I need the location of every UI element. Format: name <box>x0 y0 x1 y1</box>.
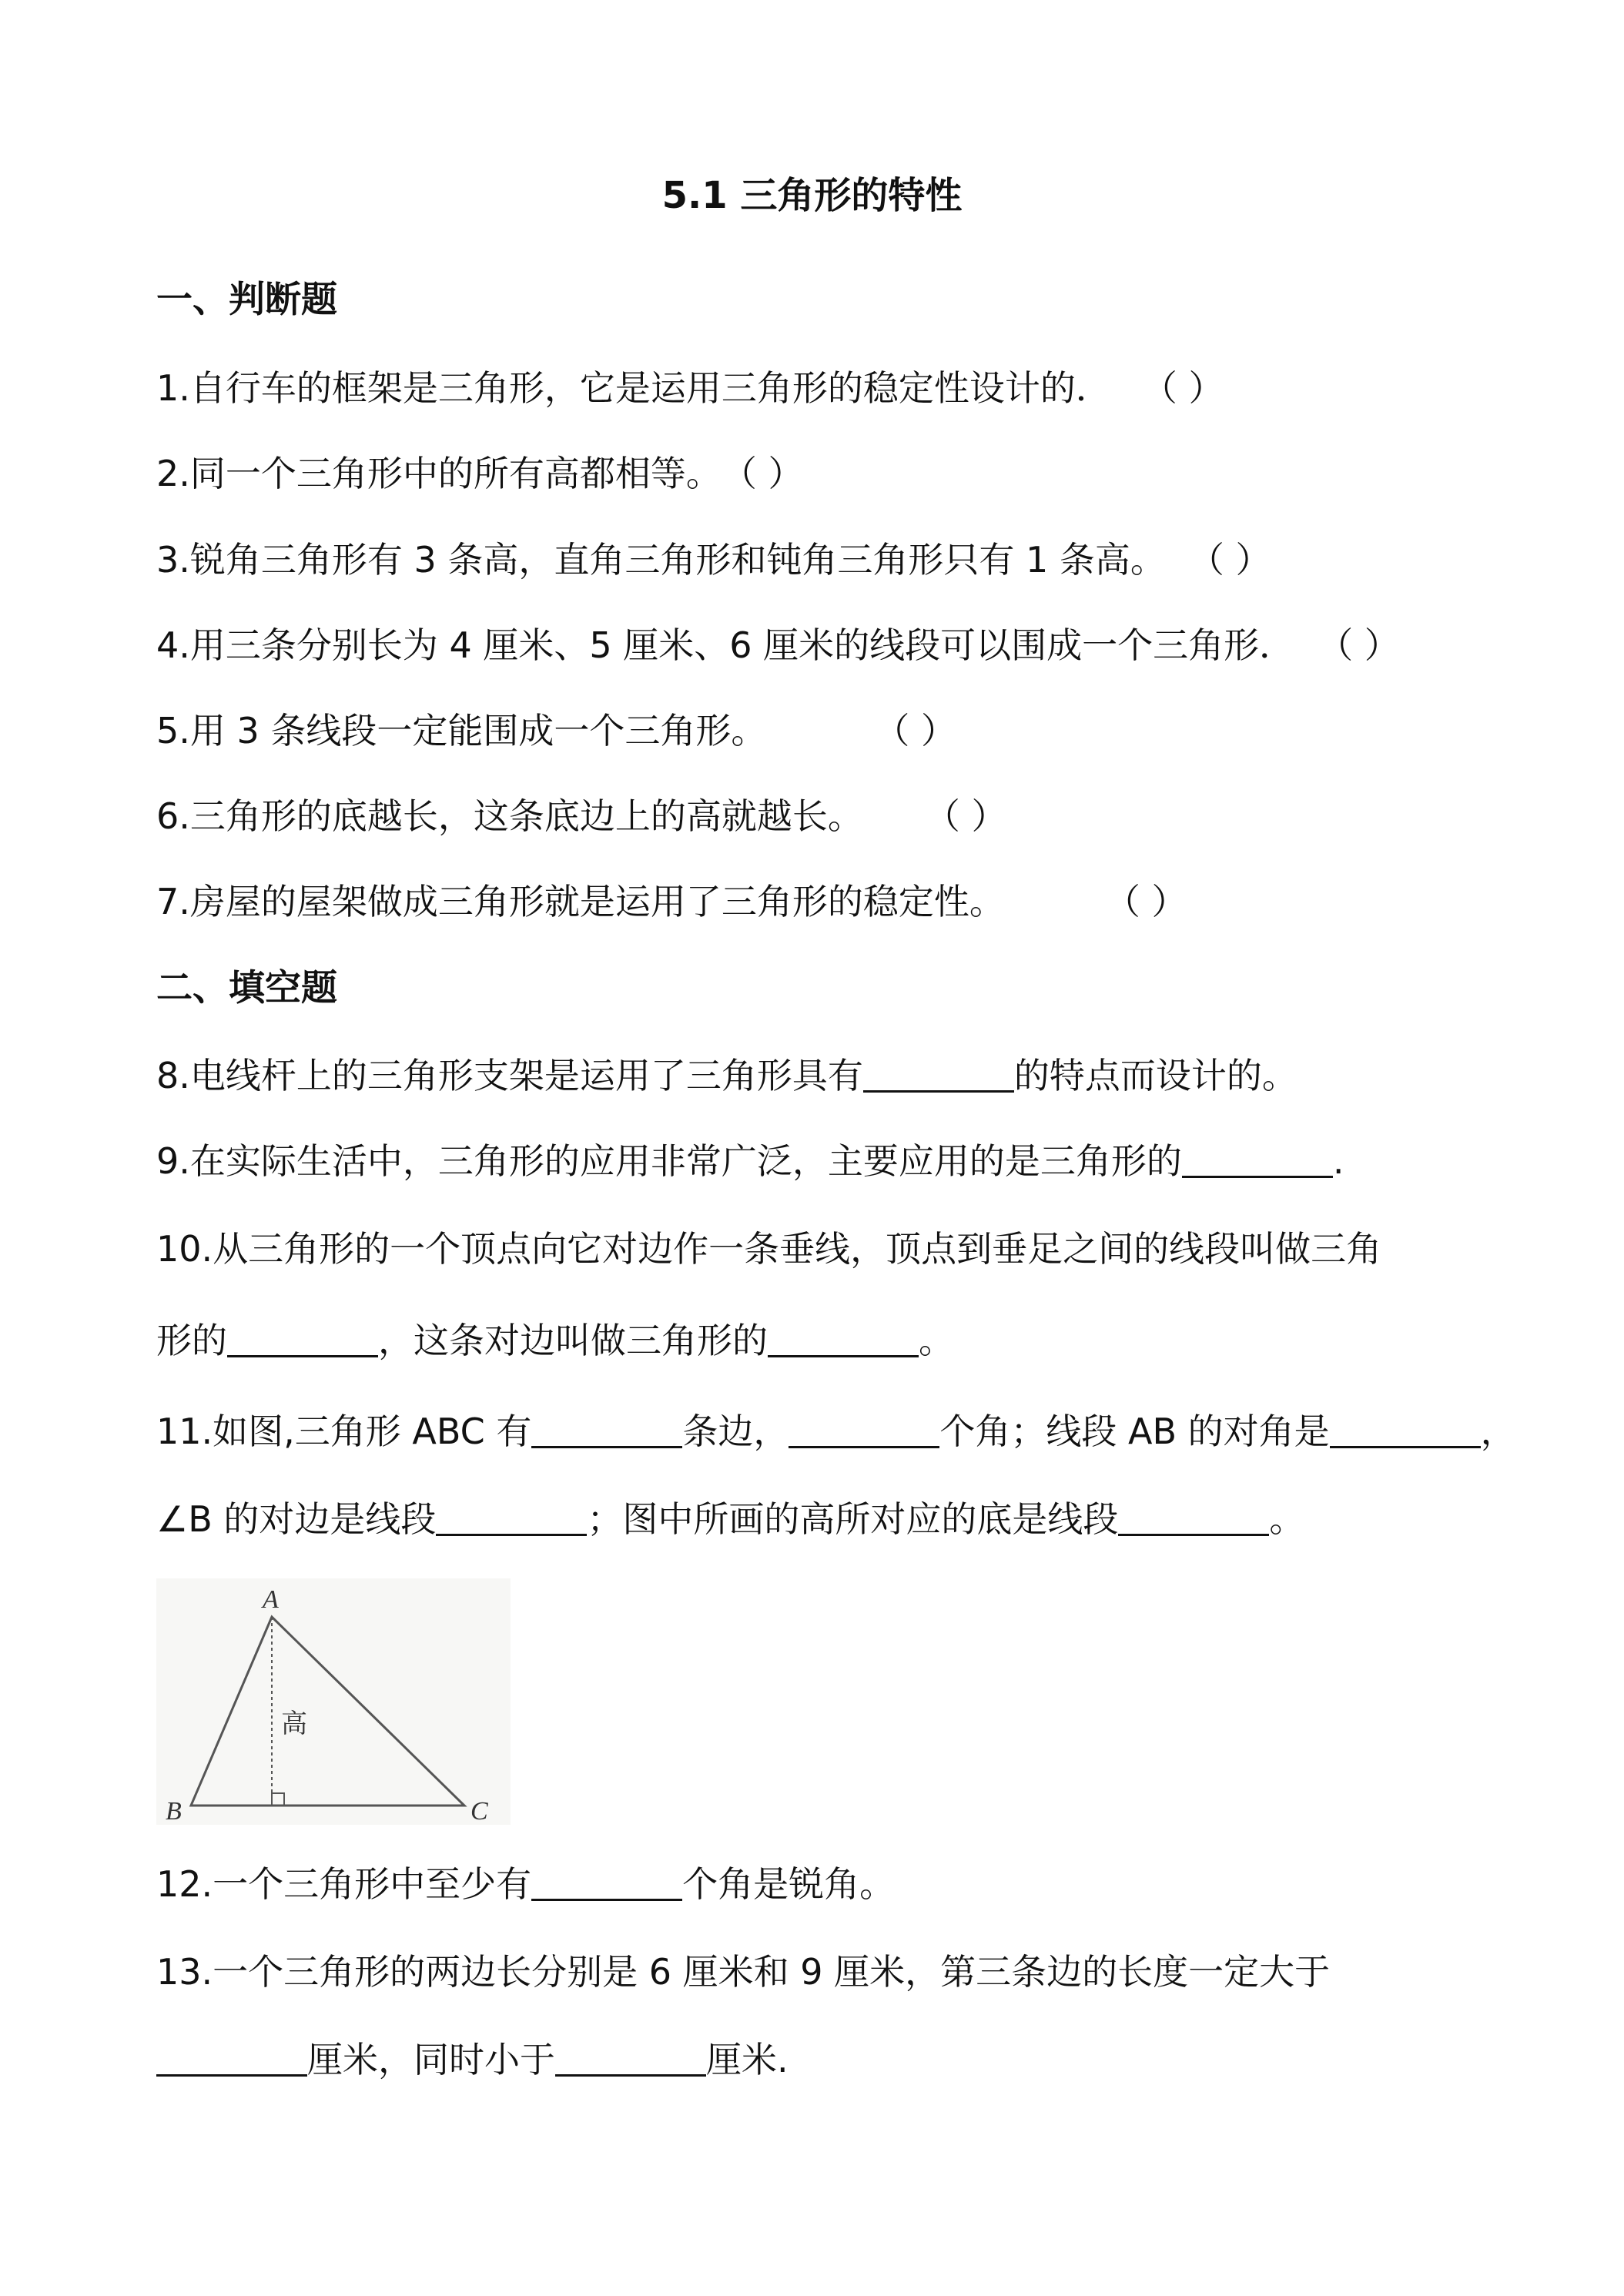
question-8 <box>156 1053 1298 1099</box>
question-text: ∠B 的对边是线段 <box>156 1498 437 1540</box>
vertex-label-a: A <box>263 1585 279 1614</box>
question-text: 。 <box>1269 1498 1305 1540</box>
triangle-figure <box>156 1578 511 1825</box>
answer-blank[interactable] <box>436 1500 587 1536</box>
figure-background <box>156 1578 511 1825</box>
question-text: 8.电线杆上的三角形支架是运用了三角形具有 <box>156 1055 863 1096</box>
vertex-label-b: B <box>166 1797 182 1825</box>
question-13-line-1: 13.一个三角形的两边长分别是 6 厘米和 9 厘米，第三条边的长度一定大于 <box>156 1951 1331 1993</box>
question-11-line-2 <box>156 1496 1304 1542</box>
question-4 <box>156 622 1400 668</box>
answer-blank[interactable] <box>1118 1500 1269 1536</box>
question-text: 12.一个三角形中至少有 <box>156 1863 532 1905</box>
answer-blank[interactable] <box>863 1056 1014 1093</box>
question-13-line-2 <box>156 2037 789 2083</box>
answer-parentheses: （ ） <box>721 453 804 494</box>
vertex-label-c: C <box>470 1797 488 1825</box>
question-text: ，这条对边叫做三角形的 <box>378 1320 768 1361</box>
question-text: 个角；线段 AB 的对角是 <box>939 1411 1330 1452</box>
answer-parentheses: （ ） <box>1141 367 1224 409</box>
question-text: 厘米，同时小于 <box>307 2039 555 2080</box>
answer-blank[interactable] <box>555 2040 706 2077</box>
height-label: 高 <box>281 1709 307 1739</box>
question-text: 厘米. <box>706 2039 789 2080</box>
question-text: 条边， <box>682 1411 789 1452</box>
question-7 <box>156 879 1187 925</box>
question-text: 的特点而设计的。 <box>1013 1055 1298 1096</box>
question-text: 3.锐角三角形有 3 条高，直角三角形和钝角三角形只有 1 条高。 <box>156 539 1166 581</box>
question-10-line-1: 10.从三角形的一个顶点向它对边作一条垂线，顶点到垂足之间的线段叫做三角 <box>156 1228 1382 1270</box>
answer-blank[interactable] <box>156 2040 307 2077</box>
question-text: 2.同一个三角形中的所有高都相等。 <box>156 453 722 494</box>
question-3 <box>156 537 1271 583</box>
section-heading-fill-in: 二、填空题 <box>156 967 337 1009</box>
question-9 <box>156 1138 1344 1184</box>
question-1 <box>156 365 1224 411</box>
question-6 <box>156 793 1007 839</box>
answer-blank[interactable] <box>1182 1142 1333 1178</box>
section-heading-judgment: 一、判断题 <box>156 279 337 321</box>
page-title: 5.1 三角形的特性 <box>661 174 963 217</box>
question-text: 4.用三条分别长为 4 厘米、5 厘米、6 厘米的线段可以围成一个三角形． <box>156 624 1295 666</box>
question-text: 6.三角形的底越长，这条底边上的高就越长。 <box>156 795 863 837</box>
question-text: 1.自行车的框架是三角形，它是运用三角形的稳定性设计的． <box>156 367 1111 409</box>
question-text: 7.房屋的屋架做成三角形就是运用了三角形的稳定性。 <box>156 881 1005 922</box>
answer-blank[interactable] <box>768 1321 919 1357</box>
answer-parentheses: （ ） <box>924 795 1007 837</box>
answer-blank[interactable] <box>227 1321 378 1357</box>
question-text: ， <box>1480 1411 1516 1452</box>
question-10-line-2 <box>156 1317 954 1364</box>
question-text: . <box>1332 1140 1344 1182</box>
answer-blank[interactable] <box>531 1412 682 1448</box>
question-text: 个角是锐角。 <box>682 1863 896 1905</box>
question-text: 11.如图,三角形 ABC 有 <box>156 1411 532 1452</box>
question-text: 。 <box>919 1320 954 1361</box>
answer-parentheses: （ ） <box>1318 624 1400 666</box>
answer-blank[interactable] <box>531 1865 682 1901</box>
question-11-line-1 <box>156 1408 1516 1454</box>
question-12 <box>156 1861 895 1907</box>
answer-blank[interactable] <box>1330 1412 1481 1448</box>
question-text: 9.在实际生活中，三角形的应用非常广泛，主要应用的是三角形的 <box>156 1140 1182 1182</box>
question-text: 形的 <box>156 1320 227 1361</box>
answer-parentheses: （ ） <box>874 710 957 751</box>
question-5 <box>156 708 956 754</box>
question-text: ；图中所画的高所对应的底是线段 <box>587 1498 1119 1540</box>
answer-parentheses: （ ） <box>1104 881 1187 922</box>
answer-blank[interactable] <box>789 1412 939 1448</box>
question-2 <box>156 450 804 497</box>
question-text: 5.用 3 条线段一定能围成一个三角形。 <box>156 710 767 751</box>
answer-parentheses: （ ） <box>1188 539 1271 581</box>
